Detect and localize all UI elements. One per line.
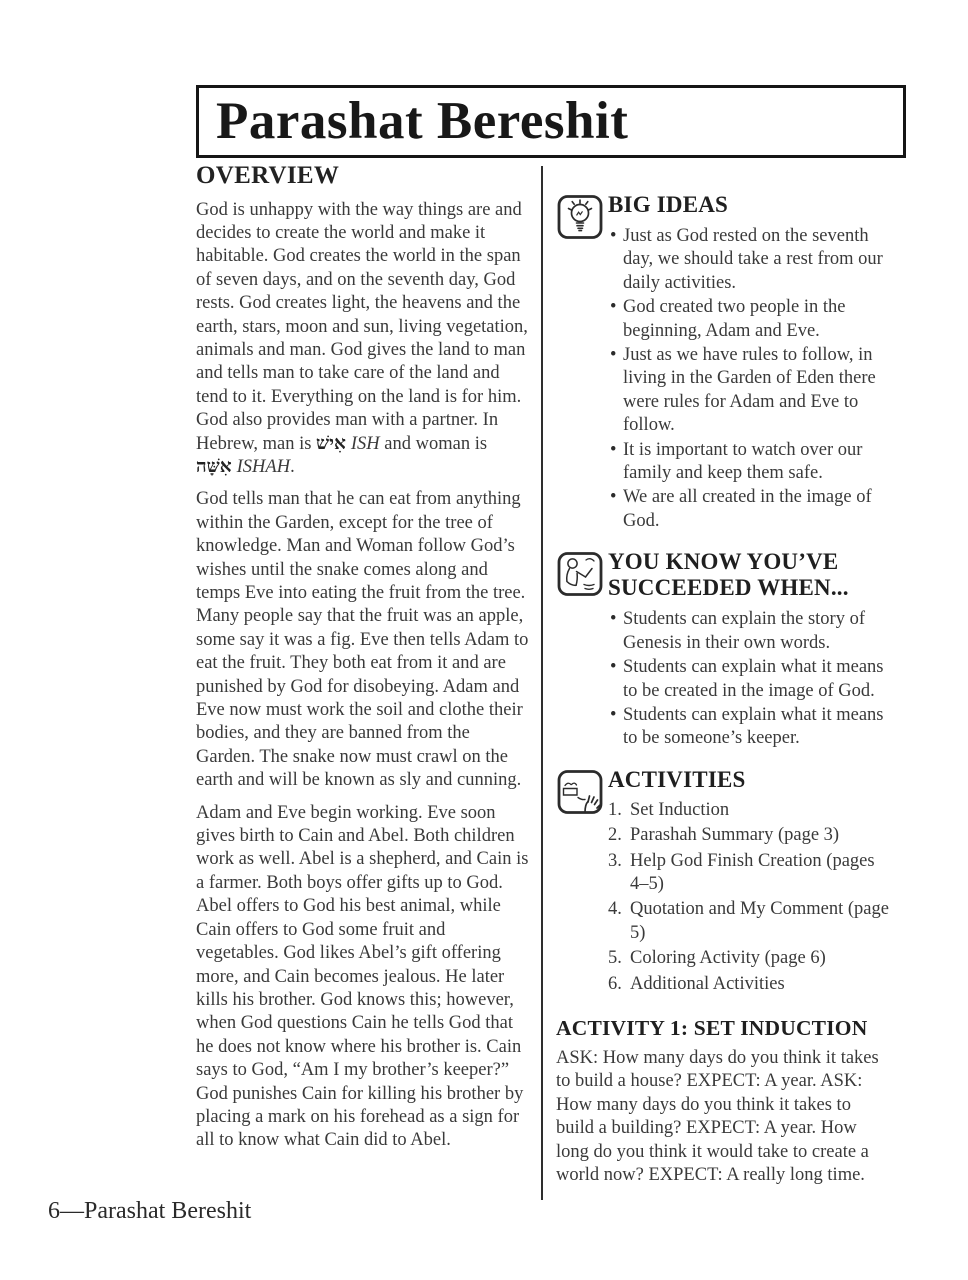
list-item: • It is important to watch over our family and keep them safe. (612, 439, 890, 486)
transliteration-ishah: ISHAH (236, 456, 291, 477)
hebrew-word-ish: אִישׁ (316, 433, 346, 454)
column-divider (541, 166, 543, 1200)
reaching-hand-icon (556, 768, 604, 816)
page-footer: 6—Parashat Bereshit (48, 1198, 252, 1224)
big-ideas-heading: BIG IDEAS (608, 192, 729, 217)
succeeded-section (556, 549, 890, 750)
list-item: • Just as we have rules to follow, in living in the Garden of Eden there were rules for Adam and Eve to follow. (612, 344, 890, 438)
title-box (196, 85, 906, 158)
activities-list (556, 799, 890, 996)
activity1-section (556, 1016, 890, 1187)
overview-column (196, 162, 529, 1162)
overview-paragraph-2: God tells man that he can eat from anything within the Garden, except for the tree of knowledge. Man and Woman follow God’s wishes until the snake comes along and temps Eve into eating the fruit from the tree. Many people say that the fruit was an apple, some say it was a fig. Eve then tells Adam to eat the fruit. They both eat from it and are punished by God for disobeying. Adam and Eve now must work the soil and clothe their bodies, and they are banned from the Garden. The snake now must crawl on the earth and will be known as sly and cunning. (196, 489, 529, 791)
overview-heading: OVERVIEW (196, 162, 340, 189)
succeeded-list (556, 608, 890, 750)
list-item: Parashah Summary (page 3) (630, 825, 840, 846)
paragraph-text: and woman is (379, 433, 488, 454)
page-title: Parashat Bereshit (216, 92, 629, 150)
activity1-heading: ACTIVITY 1: SET INDUCTION (556, 1015, 868, 1040)
list-item: Quotation and My Comment (page 5) (630, 899, 889, 943)
list-item: Set Induction (630, 799, 730, 820)
sketch-figure-icon (556, 550, 604, 598)
list-item: Coloring Activity (page 6) (630, 948, 826, 969)
sidebar-column (556, 192, 890, 1187)
overview-paragraph-1 (196, 199, 529, 480)
heading-line: SUCCEEDED WHEN... (608, 575, 849, 601)
hebrew-word-ishah: אִשָּׁה (196, 456, 232, 477)
succeeded-heading (556, 549, 890, 601)
overview-paragraph-3: Adam and Eve begin working. Eve soon gives birth to Cain and Abel. Both children work as well. Abel is a shepherd, and Cain is a farmer. Both boys offer gifts up to God. Abel offers to God his best animal, while Cain offers to God some fruit and vegetables. God likes Abel’s gift offering more, and Cain becomes jealous. He later kills his brother. God knows this; however, when God questions Cain he tells God that he does not know where his brother is. Cain says to God, “Am I my brother’s keeper?” God punishes Cain for killing his brother by placing a mark on his forehead as a sign for all to know what Cain did to Abel. (196, 802, 529, 1151)
activities-heading: ACTIVITIES (608, 766, 746, 792)
list-item: Additional Activities (630, 973, 785, 994)
list-item: • God created two people in the beginning, Adam and Eve. (612, 296, 890, 343)
transliteration-ish: ISH (350, 433, 380, 454)
list-item: Help God Finish Creation (pages 4–5) (630, 850, 875, 894)
list-item: • We are all created in the image of God. (612, 486, 890, 533)
list-item: • Students can explain what it means to be someone’s keeper. (612, 704, 890, 751)
list-item: • Students can explain the story of Genesis in their own words. (612, 608, 890, 655)
big-ideas-list (556, 225, 890, 533)
lightbulb-icon (556, 193, 604, 241)
heading-line: YOU KNOW YOU’VE (608, 549, 839, 575)
list-item: • Students can explain what it means to be created in the image of God. (612, 656, 890, 703)
big-ideas-section (556, 192, 890, 533)
activity1-body: ASK: How many days do you think it takes to build a house? EXPECT: A year. ASK: How many days do you think it takes to build a building? EXPECT: A year. How long do you think it would take to create a world now? EXPECT: A really long time. (556, 1047, 879, 1185)
paragraph-text: God is unhappy with the way things are and decides to create the world and make it habitable. God creates the world in the span of seven days, and on the seventh day, God rests. God creates light, the heavens and the earth, stars, moon and sun, living vegetation, animals and man. God gives the land to man and tells man to take care of the land and tend to it. Everything on the land is for him. God also provides man with a partner. In Hebrew, man is (196, 199, 528, 454)
list-item: • Just as God rested on the seventh day, we should take a rest from our daily activities. (612, 225, 890, 295)
paragraph-text: . (290, 456, 295, 477)
activities-section (556, 767, 890, 996)
